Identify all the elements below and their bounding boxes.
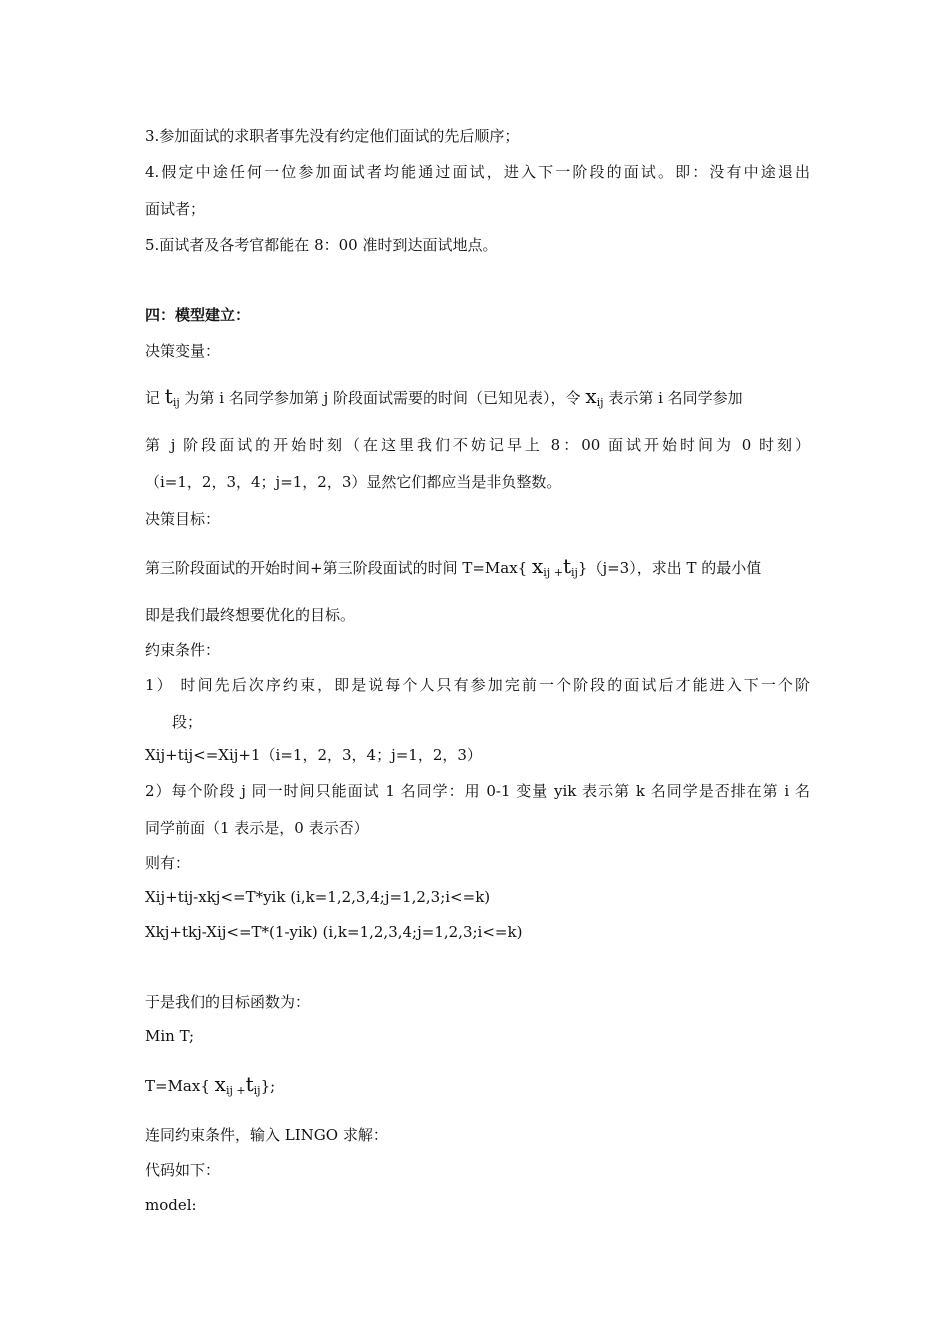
subscript: ij — [253, 1084, 261, 1097]
objective-min: Min T; — [145, 1027, 195, 1045]
formula-1: Xij+tij<=Xij+1（i=1，2，3，4；j=1，2，3） — [145, 746, 482, 764]
constraint-2: 2）每个阶段 j 同一时间只能面试 1 名同学：用 0-1 变量 yik 表示第 k 名同学是否排在第 i 名 — [145, 782, 810, 800]
index-range: （i=1，2，3，4；j=1，2，3）显然它们都应当是非负整数。 — [145, 473, 562, 491]
text-fragment: }; — [260, 1077, 276, 1095]
assumption-5: 5.面试者及各考官都能在 8：00 准时到达面试地点。 — [145, 236, 498, 254]
formula-3: Xkj+tkj-Xij<=T*(1-yik) (i,k=1,2,3,4;j=1,2,3;i<=k) — [145, 923, 523, 941]
subscript: ij + — [225, 1084, 246, 1097]
constraints-label: 约束条件： — [145, 641, 221, 659]
formula-2: Xij+tij-xkj<=T*yik (i,k=1,2,3,4;j=1,2,3;i<=k) — [145, 888, 491, 906]
x-symbol: x — [585, 384, 597, 408]
constraint-1: 1） 时间先后次序约束，即是说每个人只有参加完前一个阶段的面试后才能进入下一个阶 — [145, 676, 810, 694]
lingo-intro: 连同约束条件，输入 LINGO 求解： — [145, 1126, 388, 1144]
t-symbol: t — [245, 1072, 254, 1096]
text-fragment: T=Max{ — [145, 1077, 215, 1095]
subscript: ij — [596, 396, 604, 409]
goal-definition-line — [145, 556, 810, 583]
variable-definition-line — [145, 386, 810, 413]
code-model: model: — [145, 1196, 197, 1214]
section-heading: 四：模型建立： — [145, 306, 251, 324]
goal-definition-cont: 即是我们最终想要优化的目标。 — [145, 606, 356, 624]
assumption-4-cont: 面试者； — [145, 200, 206, 218]
objective-label: 于是我们的目标函数为： — [145, 993, 311, 1011]
variable-definition-cont: 第 j 阶段面试的开始时刻（在这里我们不妨记早上 8：00 面试开始时间为 0 时刻） — [145, 436, 810, 454]
decision-goal-label: 决策目标： — [145, 510, 221, 528]
code-label: 代码如下： — [145, 1161, 221, 1179]
subscript: ij — [570, 566, 578, 579]
constraint-1-cont: 段； — [172, 713, 203, 731]
text-fragment: }（j=3），求出 T 的最小值 — [577, 559, 762, 577]
t-symbol: t — [562, 554, 571, 578]
text-fragment: 表示第 i 名同学参加 — [603, 389, 743, 407]
decision-variables-label: 决策变量： — [145, 342, 221, 360]
x-symbol: x — [214, 1072, 226, 1096]
then-label: 则有： — [145, 854, 191, 872]
subscript: ij + — [543, 566, 563, 579]
text-fragment: 第三阶段面试的开始时间+第三阶段面试的时间 T=Max{ — [145, 559, 532, 577]
text-fragment: 记 — [145, 389, 165, 407]
x-symbol: x — [532, 554, 544, 578]
constraint-2-cont: 同学前面（1 表示是，0 表示否） — [145, 819, 369, 837]
assumption-4: 4.假定中途任何一位参加面试者均能通过面试，进入下一阶段的面试。即：没有中途退出 — [145, 163, 810, 181]
t-symbol: t — [164, 384, 173, 408]
text-fragment: 为第 i 名同学参加第 j 阶段面试需要的时间（已知见表），令 — [179, 389, 586, 407]
objective-formula — [145, 1074, 810, 1101]
subscript: ij — [172, 396, 180, 409]
assumption-3: 3.参加面试的求职者事先没有约定他们面试的先后顺序； — [145, 127, 520, 145]
